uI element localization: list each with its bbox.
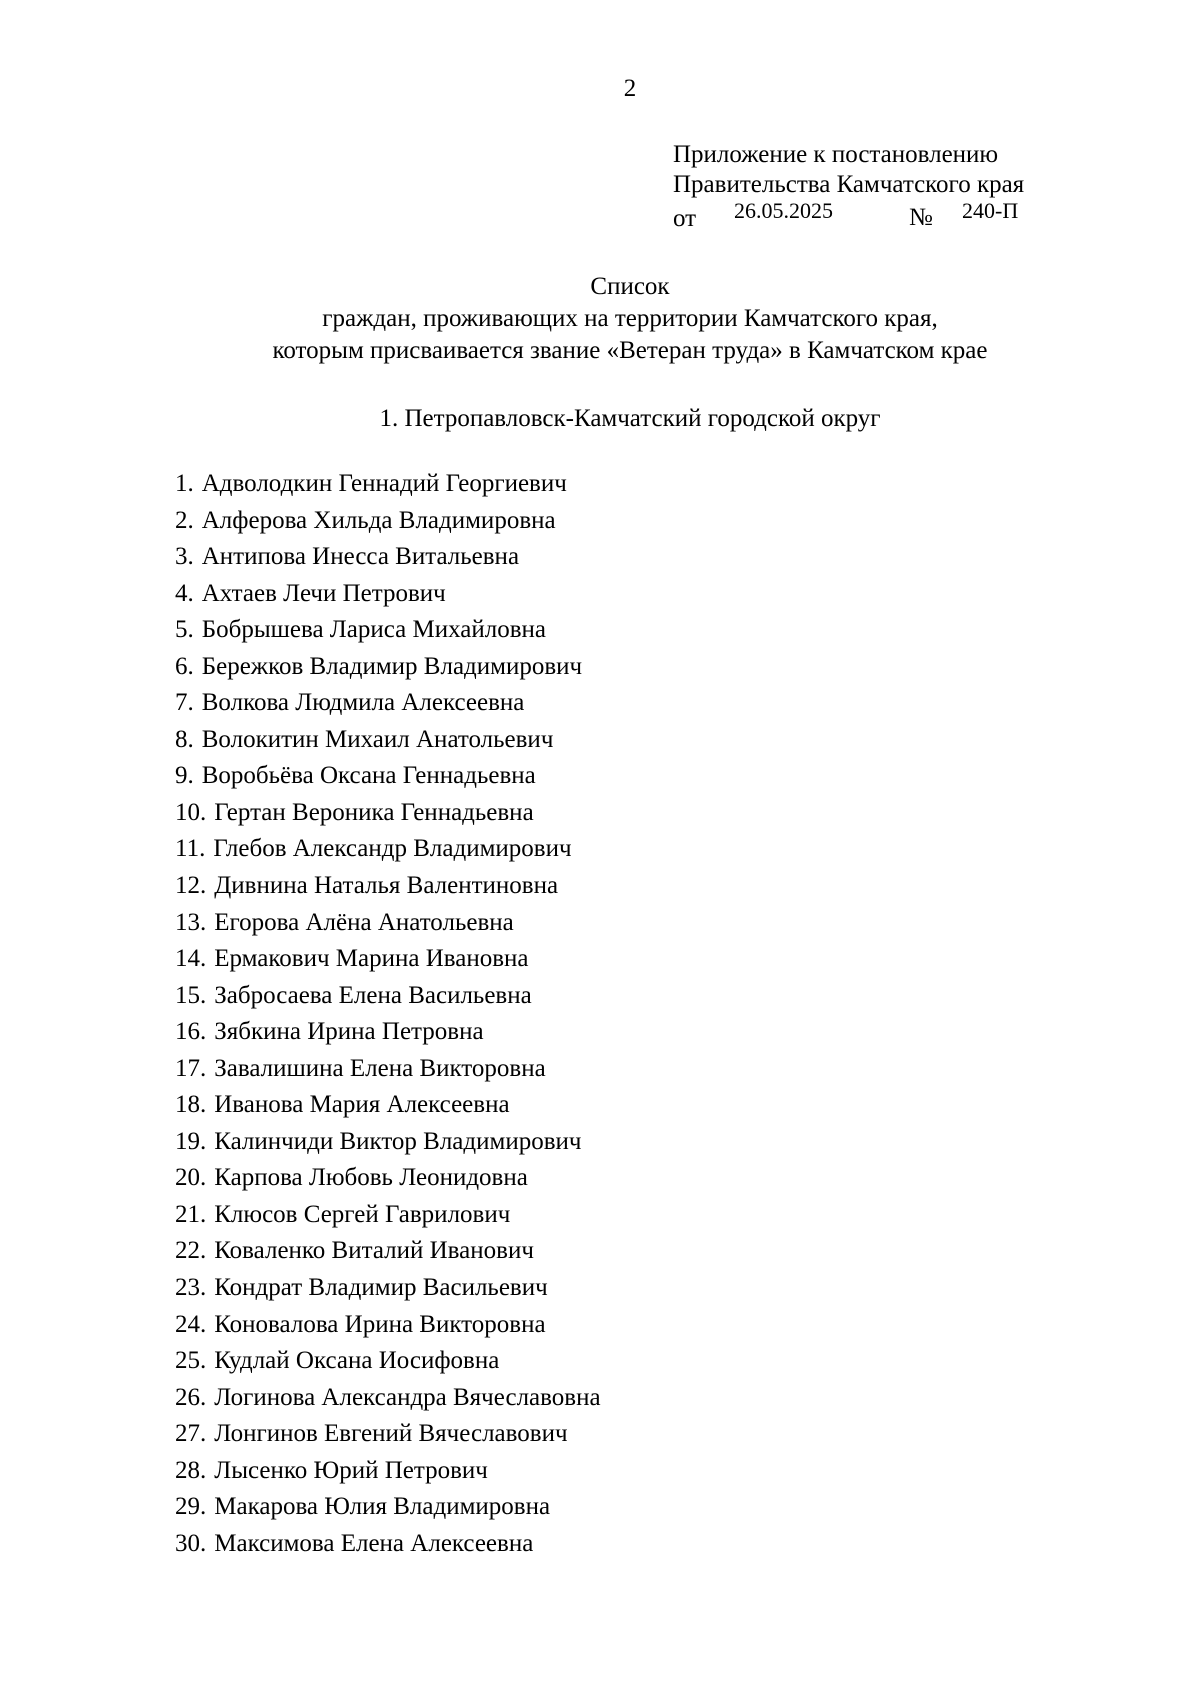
list-item-number: 18. [175,1091,207,1119]
list-item [175,539,601,576]
list-item-name: Максимова Елена Алексеевна [214,1529,534,1557]
list-item-number: 11. [175,835,206,863]
list-item [175,1270,601,1307]
list-item [175,1160,601,1197]
list-item-name: Бобрышева Лариса Михайловна [201,616,546,644]
title-line-1: Список [590,273,670,300]
list-item [175,722,601,759]
list-item-number: 8. [175,725,194,753]
list-item-name: Завалишина Елена Викторовна [214,1054,546,1082]
list-item-name: Калинчиди Виктор Владимирович [214,1127,582,1155]
list-item-number: 3. [175,543,194,571]
list-item-name: Волокитин Михаил Анатольевич [201,725,554,753]
list-item [175,1233,601,1270]
list-item [175,978,601,1015]
list-item-number: 15. [175,981,207,1009]
list-item-number: 13. [175,908,207,936]
list-item-number: 24. [175,1310,207,1338]
list-item-number: 2. [175,506,194,534]
list-item-name: Гертан Вероника Геннадьевна [214,798,534,826]
list-item [175,685,601,722]
resolution-number: 240-П [962,198,1019,223]
list-item-number: 16. [175,1018,207,1046]
section-heading: 1. Петропавловск-Камчатский городской округ [379,405,881,432]
list-item [175,758,601,795]
list-item [175,1416,601,1453]
list-item-name: Кондрат Владимир Васильевич [214,1274,548,1302]
list-item [175,1197,601,1234]
list-item [175,466,601,503]
list-item [175,1453,601,1490]
list-item-number: 4. [175,579,194,607]
appendix-line-2: Правительства Камчатского края [673,171,1025,198]
appendix-header [673,140,1024,230]
list-item-number: 9. [175,762,194,790]
list-item [175,1380,601,1417]
list-item [175,1124,601,1161]
list-item-number: 28. [175,1456,207,1484]
list-item-name: Клюсов Сергей Гаврилович [214,1200,511,1228]
list-item-name: Глебов Александр Владимирович [213,835,572,863]
list-item-number: 7. [175,689,194,717]
list-item-number: 29. [175,1493,207,1521]
list-item-name: Антипова Инесса Витальевна [201,543,520,571]
list-item-number: 21. [175,1200,207,1228]
appendix-date-row [673,200,1024,230]
list-item-number: 5. [175,616,194,644]
list-item [175,1051,601,1088]
list-item-name: Волкова Людмила Алексеевна [201,689,525,717]
list-item-name: Алферова Хильда Владимировна [201,506,556,534]
list-item [175,795,601,832]
list-item [175,1489,601,1526]
list-item-number: 20. [175,1164,207,1192]
list-item [175,649,601,686]
citizen-list [175,466,601,1562]
list-item [175,868,601,905]
list-item-number: 12. [175,872,207,900]
number-sign: № [909,204,933,231]
list-item-number: 10. [175,798,207,826]
list-item-name: Макарова Юлия Владимировна [214,1493,551,1521]
list-item-name: Коваленко Виталий Иванович [214,1237,534,1265]
list-item-number: 17. [175,1054,207,1082]
list-item-number: 25. [175,1347,207,1375]
list-item-name: Лонгинов Евгений Вячеславович [214,1420,568,1448]
page-number: 2 [623,75,637,102]
appendix-line-1: Приложение к постановлению [673,141,999,168]
list-item-name: Карпова Любовь Леонидовна [214,1164,528,1192]
list-item-name: Логинова Александра Вячеславовна [214,1383,601,1411]
list-item-name: Лысенко Юрий Петрович [214,1456,488,1484]
list-item [175,831,601,868]
list-item [175,1014,601,1051]
list-item [175,905,601,942]
list-item-name: Дивнина Наталья Валентиновна [214,872,559,900]
list-item-name: Ермакович Марина Ивановна [214,945,529,973]
list-item-number: 30. [175,1529,207,1557]
list-item [175,1307,601,1344]
title-line-2: граждан, проживающих на территории Камчатского края, [322,305,938,332]
date-prefix: от [673,205,697,232]
list-item [175,612,601,649]
list-item-number: 14. [175,945,207,973]
title-line-3: которым присваивается звание «Ветеран труда» в Камчатском крае [272,337,988,364]
list-item-number: 6. [175,652,194,680]
list-item-name: Коновалова Ирина Викторовна [214,1310,546,1338]
list-item-name: Ахтаев Лечи Петрович [201,579,446,607]
list-item [175,1087,601,1124]
list-item-name: Иванова Мария Алексеевна [214,1091,510,1119]
list-item [175,1343,601,1380]
list-item-name: Кудлай Оксана Иосифовна [214,1347,500,1375]
list-item-name: Зябкина Ирина Петровна [214,1018,484,1046]
list-item [175,941,601,978]
list-item-name: Воробьёва Оксана Геннадьевна [201,762,536,790]
list-item [175,503,601,540]
document-title [0,271,1200,367]
list-item-number: 22. [175,1237,207,1265]
list-item-number: 26. [175,1383,207,1411]
list-item-name: Егорова Алёна Анатольевна [214,908,514,936]
list-item-name: Адволодкин Геннадий Георгиевич [201,470,567,497]
list-item-number: 19. [175,1127,207,1155]
list-item-number: 23. [175,1274,207,1302]
resolution-date: 26.05.2025 [734,198,833,223]
list-item [175,1526,601,1563]
list-item-name: Бережков Владимир Владимирович [201,652,583,680]
list-item-number: 27. [175,1420,207,1448]
list-item-name: Забросаева Елена Васильевна [214,981,532,1009]
list-item-number: 1. [175,470,194,497]
list-item [175,576,601,613]
